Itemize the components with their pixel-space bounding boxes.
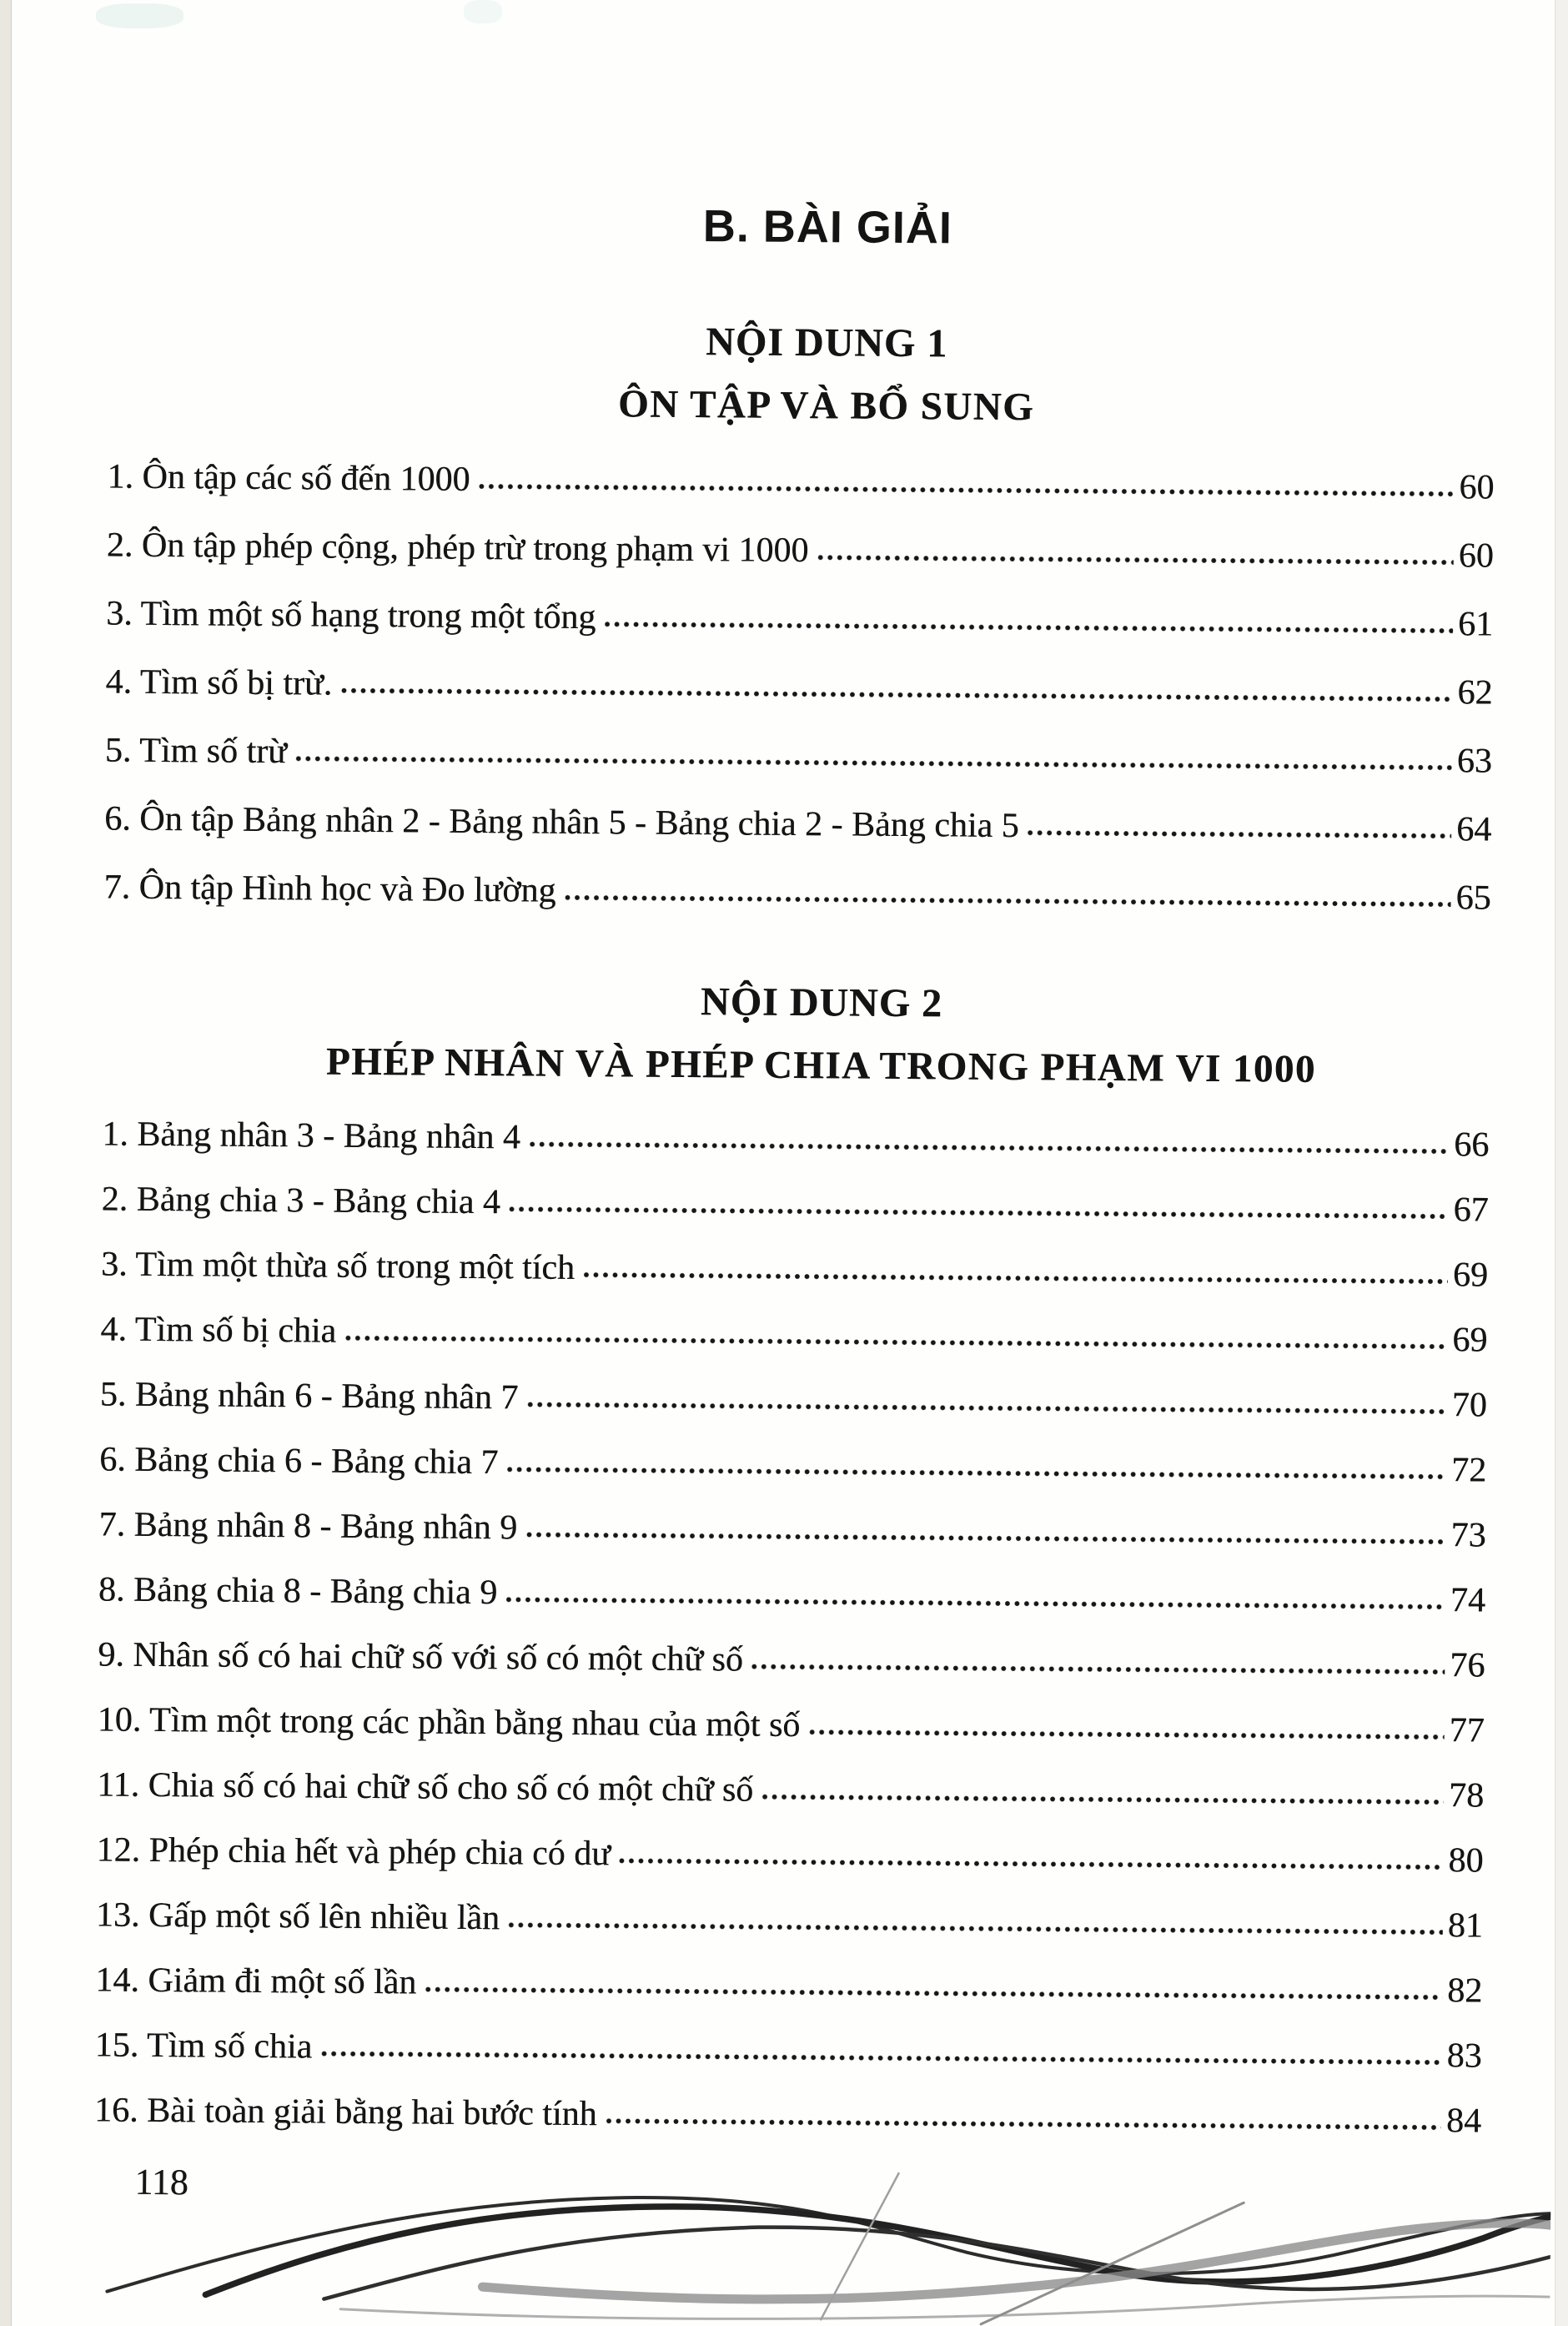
toc-item-page: 74 bbox=[1450, 1581, 1486, 1620]
footer-page-number: 118 bbox=[134, 2161, 189, 2203]
toc-item-page: 67 bbox=[1453, 1191, 1489, 1230]
dotted-leader bbox=[344, 1334, 1447, 1351]
page-title: B. BÀI GIẢI bbox=[702, 201, 953, 254]
toc-section bbox=[94, 974, 1490, 2153]
toc-item bbox=[97, 1688, 1485, 1764]
dotted-leader bbox=[817, 553, 1453, 566]
toc-item bbox=[100, 1297, 1488, 1373]
toc-item bbox=[105, 647, 1493, 727]
section-subheading: PHÉP NHÂN VÀ PHÉP CHIA TRONG PHẠM VI 1000 bbox=[325, 1040, 1317, 1091]
dotted-leader bbox=[508, 1921, 1443, 1936]
toc-item bbox=[104, 784, 1492, 863]
toc-item bbox=[96, 1818, 1484, 1894]
toc-item-label: 2. Bảng chia 3 - Bảng chia 4 bbox=[101, 1180, 501, 1222]
toc-item-page: 82 bbox=[1447, 1971, 1483, 2011]
section-heading: NỘI DUNG 1 bbox=[706, 320, 948, 366]
toc-item bbox=[101, 1232, 1489, 1308]
swoosh-decoration bbox=[0, 2119, 1551, 2326]
toc-item-label: 6. Bảng chia 6 - Bảng chia 7 bbox=[99, 1440, 499, 1483]
dotted-leader bbox=[505, 1595, 1445, 1611]
toc-item bbox=[103, 853, 1491, 932]
toc-item bbox=[98, 1623, 1485, 1699]
section-heading: NỘI DUNG 2 bbox=[700, 979, 943, 1026]
toc-item-page: 61 bbox=[1457, 604, 1494, 644]
toc-item-label: 15. Tìm số chia bbox=[94, 2026, 313, 2067]
toc-item-page: 72 bbox=[1451, 1451, 1487, 1490]
dotted-leader bbox=[619, 1856, 1444, 1871]
dotted-leader bbox=[604, 620, 1453, 635]
toc-item-label: 3. Tìm một thừa số trong một tích bbox=[100, 1245, 575, 1288]
toc-item-label: 5. Bảng nhân 6 - Bảng nhân 7 bbox=[99, 1375, 519, 1417]
toc-item-page: 80 bbox=[1448, 1841, 1484, 1880]
toc-section bbox=[103, 315, 1495, 932]
toc-item-label: 1. Bảng nhân 3 - Bảng nhân 4 bbox=[102, 1115, 521, 1157]
toc-item bbox=[98, 1558, 1486, 1634]
toc-item-label: 12. Phép chia hết và phép chia có dư bbox=[96, 1830, 611, 1874]
toc-item bbox=[96, 1883, 1484, 1959]
dotted-leader bbox=[509, 1205, 1449, 1221]
toc-item-label: 9. Nhân số có hai chữ số với số có một chữ số bbox=[98, 1635, 744, 1679]
dotted-leader bbox=[506, 1465, 1446, 1481]
toc-item bbox=[107, 511, 1495, 590]
toc-item-page: 84 bbox=[1445, 2102, 1482, 2141]
toc-item-page: 77 bbox=[1449, 1711, 1485, 1750]
toc-item bbox=[101, 1167, 1489, 1243]
toc-item bbox=[97, 1753, 1485, 1829]
dotted-leader bbox=[525, 1531, 1445, 1547]
toc-item-page: 81 bbox=[1447, 1906, 1484, 1946]
toc-item-page: 64 bbox=[1456, 809, 1492, 849]
dotted-leader bbox=[1028, 828, 1452, 840]
toc-list bbox=[103, 442, 1494, 932]
toc-item bbox=[98, 1493, 1486, 1568]
toc-item-page: 62 bbox=[1457, 672, 1493, 712]
toc-item-label: 3. Tìm một số hạng trong một tổng bbox=[106, 594, 596, 637]
toc-item-label: 16. Bài toàn giải bằng hai bước tính bbox=[93, 2091, 597, 2134]
toc-item-label: 7. Ôn tập Hình học và Đo lường bbox=[103, 868, 556, 910]
dotted-leader bbox=[564, 894, 1450, 909]
toc-item bbox=[107, 442, 1495, 521]
toc-item-page: 69 bbox=[1452, 1256, 1489, 1295]
toc-list bbox=[94, 1102, 1490, 2154]
toc-item-page: 60 bbox=[1458, 536, 1494, 576]
toc-item-label: 6. Ôn tập Bảng nhân 2 - Bảng nhân 5 - Bảng chia 2 - Bảng chia 5 bbox=[104, 799, 1019, 845]
dotted-leader bbox=[529, 1140, 1449, 1156]
toc-item-label: 13. Gấp một số lên nhiều lần bbox=[95, 1896, 500, 1938]
dotted-leader bbox=[583, 1271, 1448, 1286]
section-subheading: ÔN TẬP VÀ BỔ SUNG bbox=[617, 382, 1035, 430]
toc-item-page: 69 bbox=[1452, 1321, 1488, 1360]
toc-item-label: 4. Tìm số bị chia bbox=[100, 1310, 337, 1351]
toc-item-label: 11. Chia số có hai chữ số cho số có một chữ số bbox=[96, 1765, 754, 1810]
toc-item-label: 2. Ôn tập phép cộng, phép trừ trong phạm vi 1000 bbox=[106, 526, 809, 570]
dotted-leader bbox=[340, 686, 1452, 702]
toc-item bbox=[95, 1948, 1483, 2024]
dotted-leader bbox=[425, 1986, 1442, 2002]
toc-item-page: 78 bbox=[1448, 1776, 1485, 1815]
toc-item-page: 60 bbox=[1459, 467, 1495, 507]
dotted-leader bbox=[761, 1793, 1444, 1806]
toc-item-page: 65 bbox=[1455, 878, 1491, 918]
toc-item-page: 70 bbox=[1451, 1386, 1487, 1425]
dotted-leader bbox=[478, 482, 1454, 498]
page-content bbox=[94, 0, 1498, 2154]
toc-item-page: 73 bbox=[1450, 1516, 1486, 1555]
toc-item bbox=[105, 716, 1493, 795]
toc-item-label: 10. Tìm một trong các phần bằng nhau của một số bbox=[97, 1700, 801, 1745]
dotted-leader bbox=[751, 1663, 1445, 1677]
toc-item bbox=[94, 2013, 1482, 2089]
toc-item-page: 66 bbox=[1454, 1125, 1490, 1165]
toc-item-label: 1. Ôn tập các số đến 1000 bbox=[107, 457, 470, 499]
toc-item-label: 14. Giảm đi một số lần bbox=[95, 1961, 417, 2002]
toc-item-label: 8. Bảng chia 8 - Bảng chia 9 bbox=[98, 1570, 498, 1613]
dotted-leader bbox=[320, 2050, 1442, 2067]
toc-item-label: 7. Bảng nhân 8 - Bảng nhân 9 bbox=[98, 1505, 518, 1548]
toc-item-page: 76 bbox=[1450, 1646, 1485, 1685]
toc-item-label: 5. Tìm số trừ bbox=[104, 731, 288, 771]
toc-item-label: 4. Tìm số bị trừ. bbox=[105, 662, 333, 703]
dotted-leader bbox=[526, 1401, 1446, 1417]
toc-item bbox=[100, 1362, 1488, 1438]
toc-item bbox=[99, 1427, 1487, 1503]
toc-item-page: 83 bbox=[1446, 2037, 1482, 2076]
toc-item bbox=[106, 579, 1494, 658]
toc-item-page: 63 bbox=[1456, 741, 1493, 781]
toc-sections bbox=[94, 315, 1495, 2154]
dotted-leader bbox=[295, 754, 1452, 772]
dotted-leader bbox=[808, 1728, 1445, 1741]
toc-item bbox=[102, 1102, 1490, 1178]
